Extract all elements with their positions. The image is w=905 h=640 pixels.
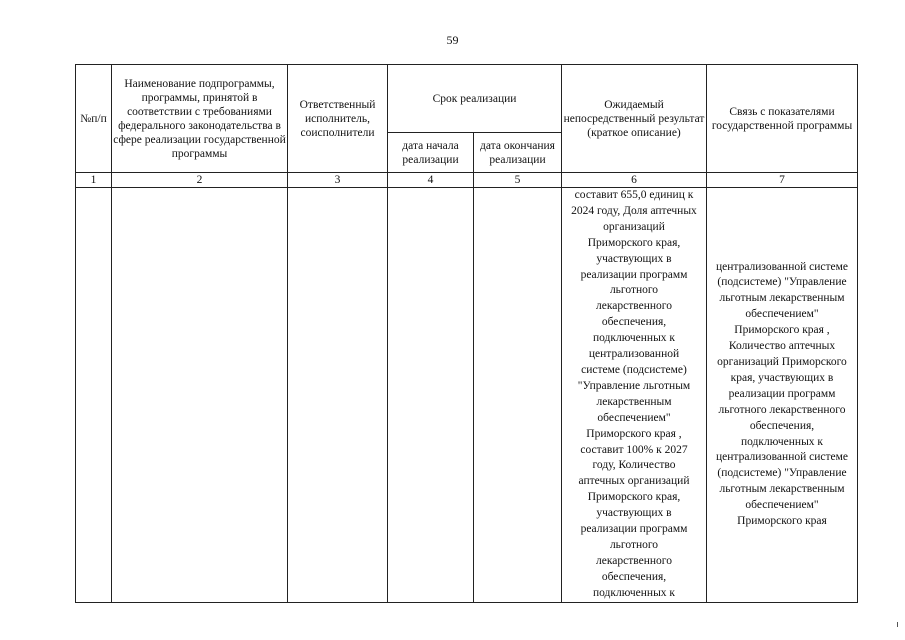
header-implementation-period: Срок реализации <box>388 65 562 133</box>
header-number: №п/п <box>76 65 112 173</box>
header-indicator-link: Связь с показателями государственной программы <box>707 65 858 173</box>
column-number: 5 <box>474 173 562 188</box>
header-responsible-executor: Ответственный исполнитель, соисполнители <box>288 65 388 173</box>
cell-start-date <box>388 188 474 603</box>
cell-end-date <box>474 188 562 603</box>
column-number: 4 <box>388 173 474 188</box>
table-row <box>76 188 858 603</box>
column-number: 7 <box>707 173 858 188</box>
header-end-date: дата окончания реализации <box>474 133 562 173</box>
cell-responsible-executor <box>288 188 388 603</box>
header-row <box>76 65 858 133</box>
header-start-date: дата начала реализации <box>388 133 474 173</box>
column-number: 3 <box>288 173 388 188</box>
scan-edge-mark <box>897 622 898 627</box>
column-number-row <box>76 173 858 188</box>
expected-result-text: составит 655,0 единиц к 2024 году, Доля аптечных организаций Приморского края, участвующих в реализации программ льготного лекарственного обеспечения, подключенных к централизованной системе (подсистеме) "Управление льготным лекарственным обеспечением" Приморского края , составит 100% к 2027 году, Количество аптечных организаций Приморского края, участвующих в реализации программ льготного лекарственного обеспечения, подключенных к <box>571 189 697 599</box>
page-number: 59 <box>446 33 459 47</box>
cell-number <box>76 188 112 603</box>
cell-indicator-link <box>707 188 858 603</box>
cell-subprogram-name <box>112 188 288 603</box>
indicator-link-text: централизованной системе (подсистеме) "Управление льготным лекарственным обеспечением" Приморского края , Количество аптечных организаций Приморского края, участвующих в реализации программ льготного лекарственного обеспечения, подключенных к централизованной системе (подсистеме) "Управление льготным лекарственным обеспечением" Приморского края <box>716 260 848 528</box>
header-expected-result: Ожидаемый непосредственный результат (краткое описание) <box>562 65 707 173</box>
program-table <box>75 64 858 603</box>
column-number: 6 <box>562 173 707 188</box>
column-number: 1 <box>76 173 112 188</box>
column-number: 2 <box>112 173 288 188</box>
header-subprogram-name: Наименование подпрограммы, программы, принятой в соответствии с требованиями федерального законодательства в сфере реализации государственной программы <box>112 65 288 173</box>
cell-expected-result <box>562 188 707 603</box>
